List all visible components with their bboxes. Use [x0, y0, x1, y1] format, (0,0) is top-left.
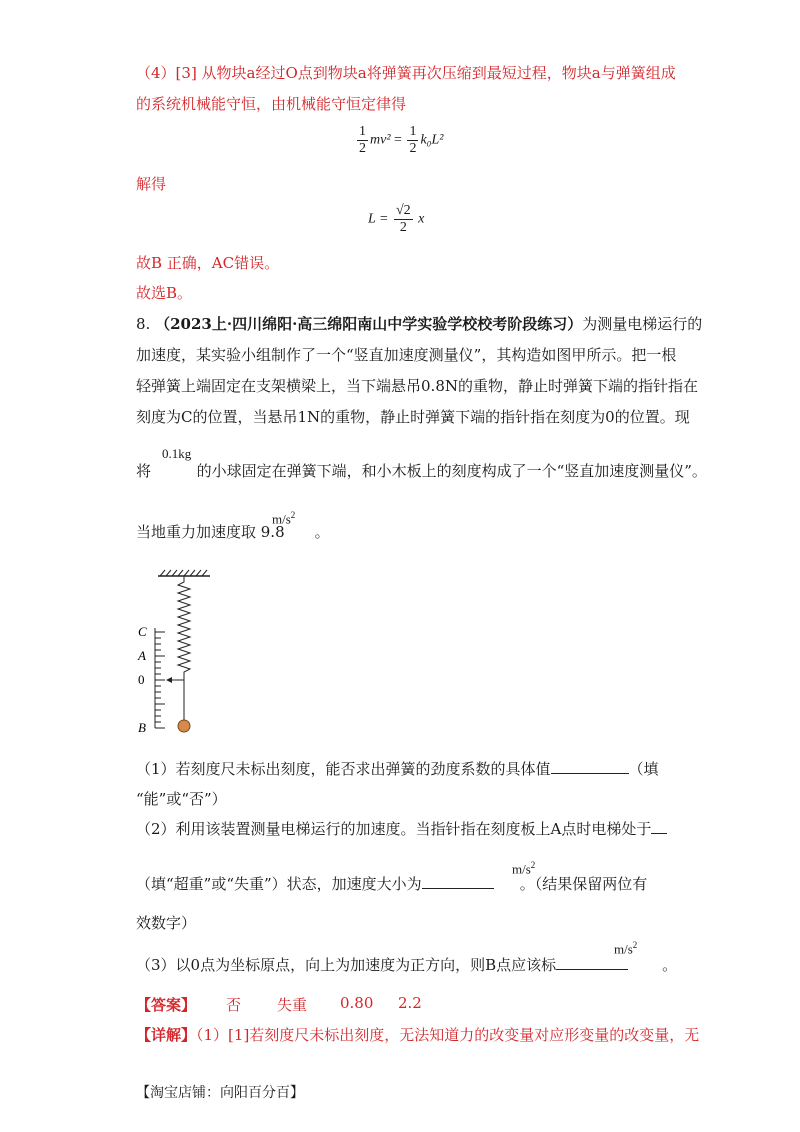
subq-1-line-1: （1）若刻度尺未标出刻度，能否求出弹簧的劲度系数的具体值 （填 — [136, 760, 659, 778]
question-number: 8. — [136, 315, 151, 333]
subq-2-line-1: （2）利用该装置测量电梯运行的加速度。当指针指在刻度板上A点时电梯处于 — [136, 818, 667, 840]
accelerometer-diagram — [130, 568, 220, 738]
label-c: C — [138, 624, 147, 639]
spring — [178, 576, 190, 680]
answer-4: 2.2 — [398, 994, 422, 1012]
detail-line: 【详解】（1）[1]若刻度尺未标出刻度，无法知道力的改变量对应形变量的改变量，无 — [136, 1026, 700, 1044]
solution-line-1: （4）[3] 从物块a经过O点到物块a将弹簧再次压缩到最短过程，物块a与弹簧组成 — [136, 64, 676, 82]
gravity-unit: $m/s^2$ — [272, 510, 296, 527]
subq-1-line-2: “能”或“否”） — [136, 790, 227, 808]
answer-blank-1[interactable] — [551, 759, 629, 774]
question-source: （2023上·四川绵阳·高三绵阳南山中学实验学校校考阶段练习） — [155, 315, 583, 333]
acceleration-unit-2: $m/s^2$ — [614, 940, 638, 957]
question-8-line-5: 将 的小球固定在弹簧下端，和小木板上的刻度构成了一个“竖直加速度测量仪”。 — [136, 462, 707, 480]
subq-2-line-2: （填“超重”或“失重”）状态，加速度大小为 。（结果保留两位有 — [136, 875, 648, 893]
pointer-arrow — [166, 677, 172, 683]
scale-ticks — [155, 632, 165, 728]
solve-label: 解得 — [136, 175, 167, 193]
length-equation: L = $\frac{√2}{2}$ x — [368, 203, 425, 235]
mass-value: 0.1kg — [162, 446, 192, 461]
answer-blank-3[interactable] — [422, 874, 494, 889]
question-8-line-6: 当地重力加速度取 9.8 。 — [136, 523, 330, 541]
answer-2: 失重 — [277, 996, 308, 1014]
label-b: B — [138, 720, 146, 735]
footer-shop: 【淘宝店铺：向阳百分百】 — [136, 1085, 304, 1101]
ceiling-hatch — [160, 570, 207, 576]
acceleration-unit-1: $m/s^2$ — [512, 860, 536, 877]
question-8-line-1: 8. （2023上·四川绵阳·高三绵阳南山中学实验学校校考阶段练习）为测量电梯运行的 — [136, 315, 703, 333]
question-8-line-2: 加速度，某实验小组制作了一个“竖直加速度测量仪”，其构造如图甲所示。把一根 — [136, 346, 677, 364]
ball — [178, 720, 190, 732]
subq-2-line-3: 效数字） — [136, 914, 197, 932]
label-zero: 0 — [138, 672, 145, 687]
energy-equation: $\frac{1}{2}$ mv² = $\frac{1}{2}$ k₀L² — [359, 124, 444, 156]
answer-1: 否 — [226, 996, 242, 1014]
answer-blank-2[interactable] — [651, 819, 667, 834]
answer-label: 【答案】 — [136, 996, 197, 1014]
solution-line-2: 的系统机械能守恒，由机械能守恒定律得 — [136, 95, 407, 113]
choice: 故选B。 — [136, 284, 193, 302]
label-a: A — [138, 648, 146, 663]
answer-3: 0.80 — [340, 994, 374, 1012]
question-8-line-3: 轻弹簧上端固定在支架横梁上，当下端悬吊0.8N的重物，静止时弹簧下端的指针指在 — [136, 377, 698, 395]
question-8-line-4: 刻度为C的位置，当悬吊1N的重物，静止时弹簧下端的指针指在刻度为0的位置。现 — [136, 408, 690, 426]
conclusion: 故B 正确，AC错误。 — [136, 254, 280, 272]
detail-label: 【详解】 — [136, 1026, 197, 1044]
subq-3-line-1: （3）以0点为坐标原点，向上为加速度为正方向，则B点应该标 。 — [136, 956, 678, 974]
